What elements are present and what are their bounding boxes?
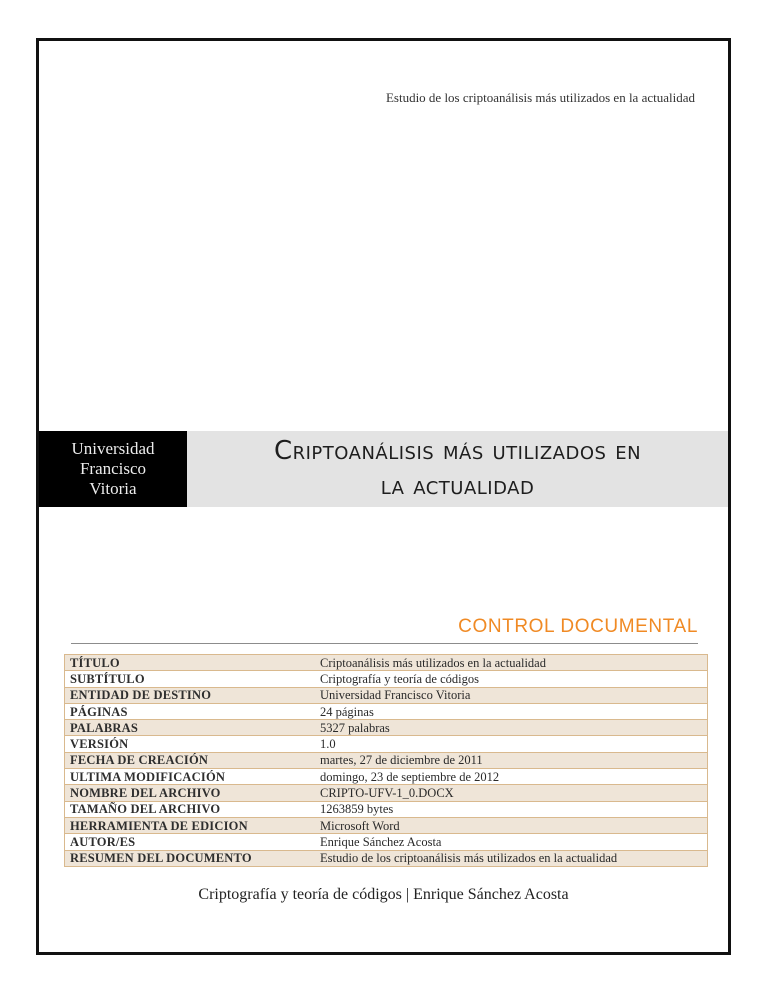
row-label: NOMBRE DEL ARCHIVO [65, 785, 316, 801]
row-value: 1.0 [315, 736, 708, 752]
institution-line: Francisco [79, 459, 147, 478]
row-label: ENTIDAD DE DESTINO [65, 687, 316, 703]
table-row [65, 817, 708, 833]
row-value: domingo, 23 de septiembre de 2012 [315, 769, 708, 785]
row-value: Criptografía y teoría de códigos [315, 671, 708, 687]
table-row [65, 655, 708, 671]
institution-line: Universidad [71, 439, 155, 458]
running-header: Estudio de los criptoanálisis más utilizados en la actualidad [385, 90, 695, 105]
row-value: 24 páginas [315, 703, 708, 719]
row-value: Criptoanálisis más utilizados en la actualidad [315, 655, 708, 671]
row-value: Microsoft Word [315, 817, 708, 833]
table-row [65, 703, 708, 719]
institution-box [39, 431, 187, 507]
row-value: Enrique Sánchez Acosta [315, 834, 708, 850]
row-label: VERSIÓN [65, 736, 316, 752]
document-title-line: la actualidad [380, 471, 535, 501]
row-value: Universidad Francisco Vitoria [315, 687, 708, 703]
table-row [65, 834, 708, 850]
table-row [65, 720, 708, 736]
row-value: 1263859 bytes [315, 801, 708, 817]
table-row [65, 850, 708, 866]
table-row [65, 785, 708, 801]
row-label: TAMAÑO DEL ARCHIVO [65, 801, 316, 817]
row-value: 5327 palabras [315, 720, 708, 736]
document-title-line: Criptoanálisis más utilizados en [273, 436, 642, 466]
row-label: FECHA DE CREACIÓN [65, 752, 316, 768]
page-footer: Criptografía y teoría de códigos | Enrique Sánchez Acosta [198, 886, 569, 903]
institution-line: Vitoria [89, 479, 137, 498]
table-row [65, 736, 708, 752]
row-value: martes, 27 de diciembre de 2011 [315, 752, 708, 768]
table-row [65, 671, 708, 687]
table-row [65, 752, 708, 768]
row-label: PALABRAS [65, 720, 316, 736]
row-label: AUTOR/ES [65, 834, 316, 850]
document-control-table [64, 654, 708, 867]
document-title-band [187, 431, 728, 507]
row-label: SUBTÍTULO [65, 671, 316, 687]
row-value: Estudio de los criptoanálisis más utilizados en la actualidad [315, 850, 708, 866]
row-value: CRIPTO-UFV-1_0.DOCX [315, 785, 708, 801]
table-row [65, 769, 708, 785]
row-label: HERRAMIENTA DE EDICION [65, 817, 316, 833]
table-row [65, 801, 708, 817]
table-row [65, 687, 708, 703]
row-label: TÍTULO [65, 655, 316, 671]
page-frame [36, 38, 731, 955]
row-label: RESUMEN DEL DOCUMENTO [65, 850, 316, 866]
row-label: ULTIMA MODIFICACIÓN [65, 769, 316, 785]
control-documental-heading: CONTROL DOCUMENTAL [458, 616, 698, 637]
heading-divider [71, 643, 698, 644]
row-label: PÁGINAS [65, 703, 316, 719]
